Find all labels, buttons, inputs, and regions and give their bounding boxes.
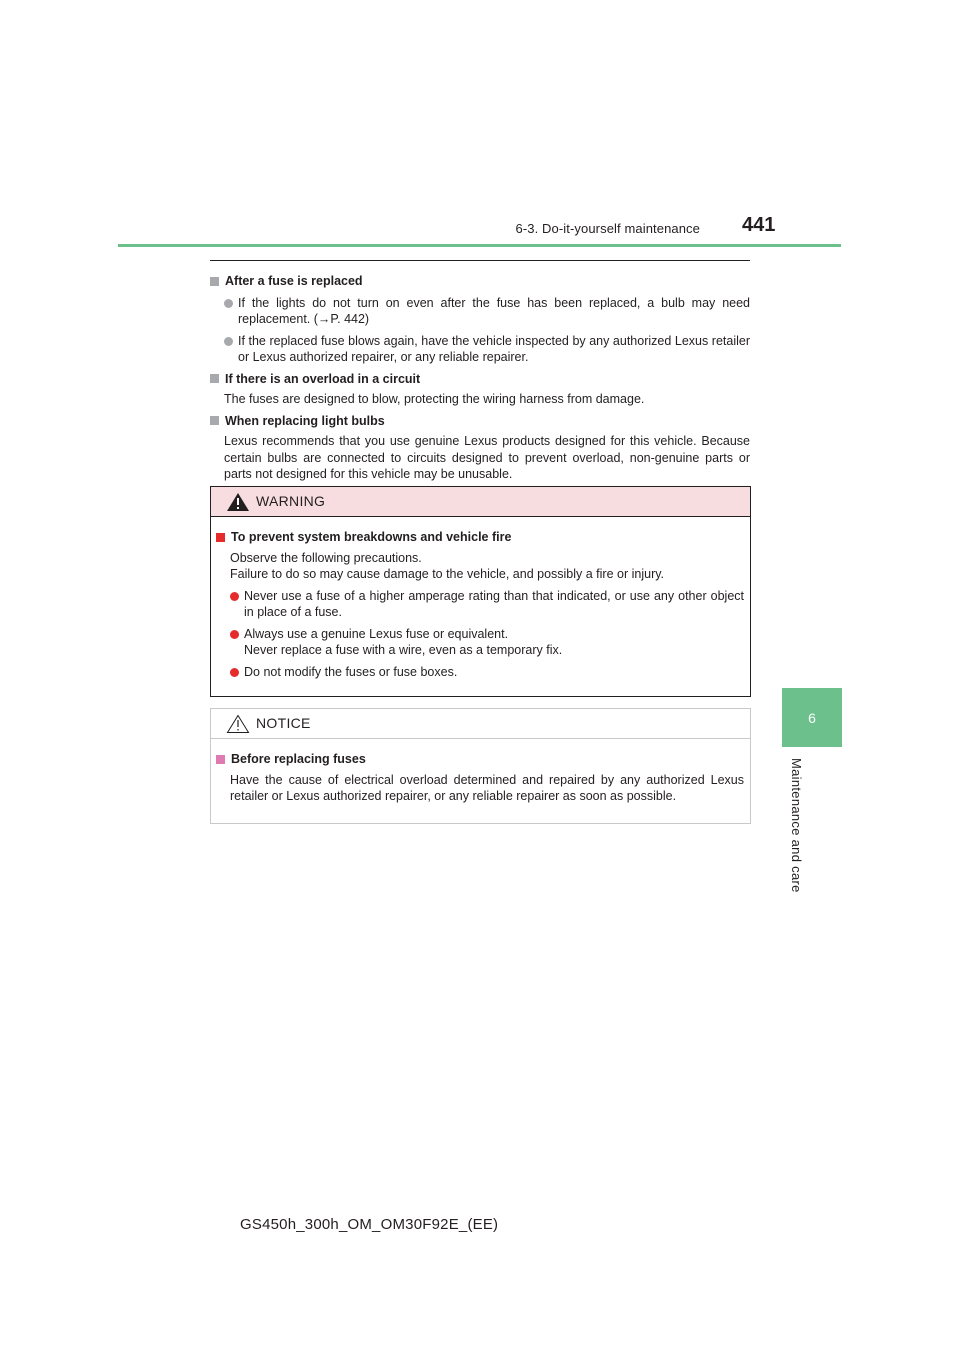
notice-label: NOTICE (256, 715, 311, 732)
round-bullet-icon (230, 630, 239, 639)
chapter-tab (782, 688, 842, 747)
chapter-label: Maintenance and care (789, 758, 804, 893)
heading-text: If there is an overload in a circuit (225, 371, 421, 386)
paragraph: The fuses are designed to blow, protecting the wiring harness from damage. (224, 392, 645, 406)
round-bullet-icon (230, 592, 239, 601)
paragraph-line: Observe the following precautions. (230, 550, 422, 565)
square-bullet-icon (210, 374, 219, 383)
header-rule (118, 244, 841, 247)
section-heading (210, 273, 750, 290)
square-bullet-icon (210, 416, 219, 425)
page-number: 441 (742, 214, 776, 236)
notes-content (210, 268, 750, 483)
section-heading (210, 371, 750, 388)
round-bullet-icon (224, 337, 233, 346)
warning-box (210, 486, 751, 697)
notice-box (210, 708, 751, 824)
square-bullet-icon (216, 533, 225, 542)
heading-text: When replacing light bulbs (225, 413, 385, 428)
list-item-line: Always use a genuine Lexus fuse or equivalent. (244, 626, 509, 641)
round-bullet-icon (224, 299, 233, 308)
paragraph (230, 550, 744, 583)
list-item (224, 333, 750, 366)
model-code: GS450h_300h_OM_OM30F92E_(EE) (240, 1216, 499, 1233)
list-item-text: If the replaced fuse blows again, have the vehicle inspected by any authorized Lexus retailer or Lexus authorized repairer, or any reliable repairer. (238, 333, 750, 364)
section-title: 6-3. Do-it-yourself maintenance (515, 221, 700, 236)
warning-header (211, 487, 750, 517)
list-item (230, 588, 744, 621)
notice-heading (216, 751, 744, 768)
section-overload (210, 371, 750, 408)
heading-text: Before replacing fuses (231, 752, 366, 766)
notice-body (211, 739, 750, 805)
list-item-text: If the lights do not turn on even after the fuse has been replaced, a bulb may need replacement. (→P. 442) (238, 295, 750, 326)
content-rule (210, 260, 750, 261)
heading-text: To prevent system breakdowns and vehicle fire (231, 530, 512, 544)
warning-triangle-icon (226, 492, 250, 512)
round-bullet-icon (230, 668, 239, 677)
paragraph-line: Failure to do so may cause damage to the vehicle, and possibly a fire or injury. (230, 567, 665, 581)
paragraph: Lexus recommends that you use genuine Lexus products designed for this vehicle. Because certain bulbs are connected to circuits designed to prevent overload, non-genuine parts or parts not designed for this vehicle may be unusable. (224, 434, 750, 481)
list-item-text (244, 626, 744, 659)
warning-heading (216, 529, 744, 546)
chapter-number: 6 (808, 709, 816, 726)
notice-header (211, 709, 750, 739)
list-item-text: Never use a fuse of a higher amperage rating than that indicated, or use any other object in place of a fuse. (244, 588, 744, 619)
heading-text: After a fuse is replaced (225, 274, 363, 288)
list-item (224, 295, 750, 328)
square-bullet-icon (216, 755, 225, 764)
warning-label: WARNING (256, 493, 326, 510)
paragraph: Have the cause of electrical overload determined and repaired by any authorized Lexus retailer or Lexus authorized repairer, or any reliable repairer as soon as possible. (230, 772, 744, 803)
section-after-fuse (210, 273, 750, 366)
warning-body (211, 517, 750, 680)
list-item-line: Never replace a fuse with a wire, even as a temporary fix. (244, 643, 563, 657)
list-item (230, 626, 744, 659)
notice-triangle-icon (226, 714, 250, 734)
square-bullet-icon (210, 277, 219, 286)
list-item (230, 664, 744, 681)
list-item-text: Do not modify the fuses or fuse boxes. (244, 664, 458, 679)
section-heading (210, 413, 750, 430)
section-bulbs (210, 413, 750, 483)
